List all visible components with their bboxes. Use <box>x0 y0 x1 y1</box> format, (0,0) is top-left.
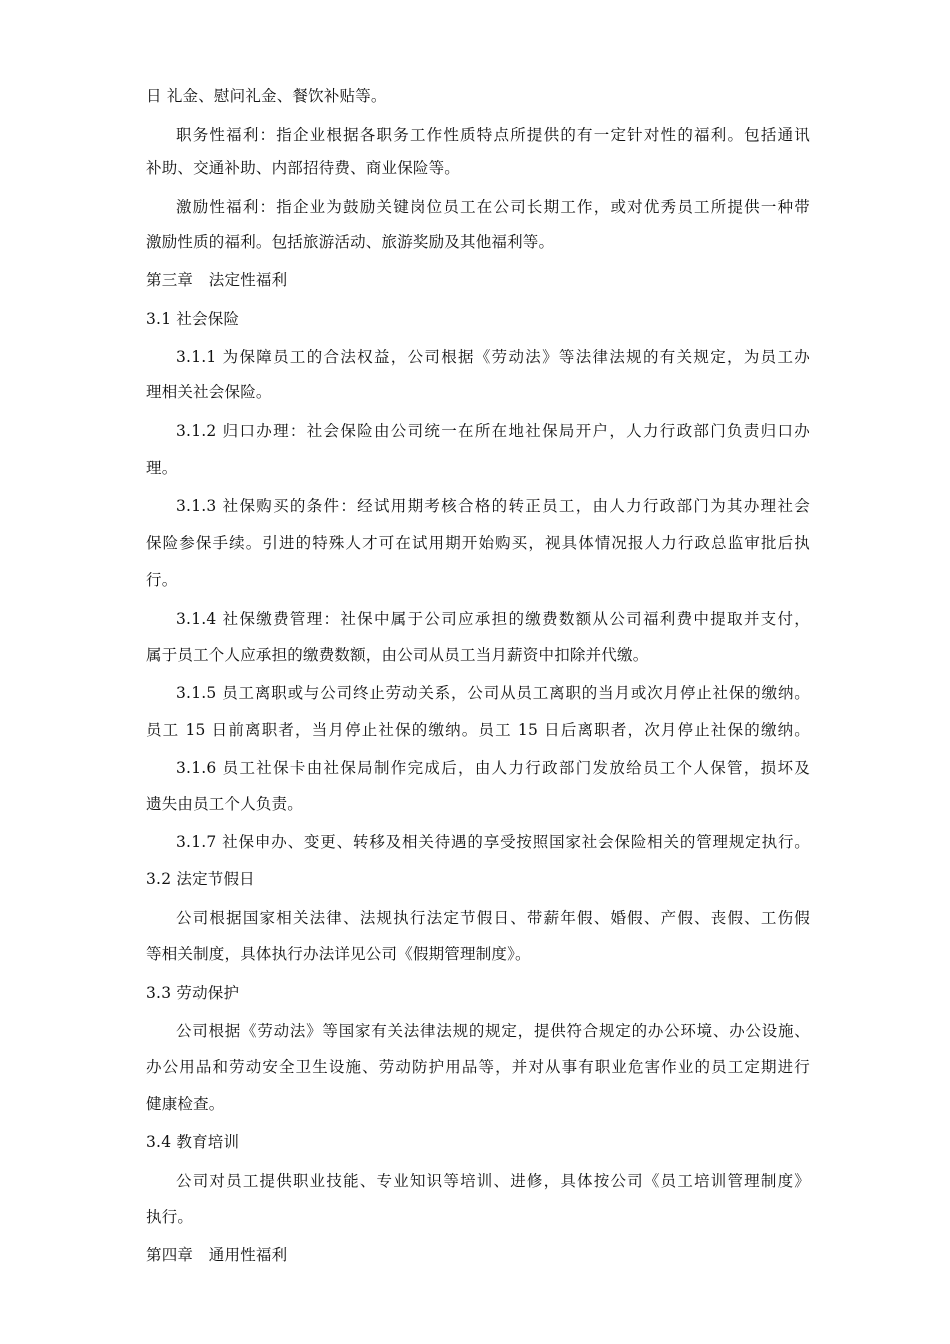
clause-3-1-3: 3.1.3 社保购买的条件：经试用期考核合格的转正员工，由人力行政部门为其办理社会 <box>176 497 810 515</box>
clause-3-1-5: 3.1.5 员工离职或与公司终止劳动关系，公司从员工离职的当月或次月停止社保的缴纳。 <box>176 684 810 702</box>
clause-3-1-6: 3.1.6 员工社保卡由社保局制作完成后，由人力行政部门发放给员工个人保管，损坏及 <box>176 759 810 777</box>
text-line: 理相关社会保险。 <box>146 383 272 401</box>
clause-3-1-1: 3.1.1 为保障员工的合法权益，公司根据《劳动法》等法律法规的有关规定，为员工办 <box>176 348 810 366</box>
text-line: 办公用品和劳动安全卫生设施、劳动防护用品等，并对从事有职业危害作业的员工定期进行 <box>146 1058 810 1076</box>
text-line: 执行。 <box>146 1208 194 1226</box>
text-line: 补助、交通补助、内部招待费、商业保险等。 <box>146 159 461 177</box>
paragraph-incentive-benefits: 激励性福利：指企业为鼓励关键岗位员工在公司长期工作，或对优秀员工所提供一种带 <box>176 198 810 216</box>
section-3-2-heading: 3.2 法定节假日 <box>146 870 255 888</box>
chapter-3-heading: 第三章 法定性福利 <box>146 271 288 289</box>
text-line: 健康检查。 <box>146 1095 225 1113</box>
text-line: 员工 15 日前离职者，当月停止社保的缴纳。员工 15 日后离职者，次月停止社保的缴纳。 <box>146 721 810 739</box>
text-line: 理。 <box>146 459 178 477</box>
section-3-1-heading: 3.1 社会保险 <box>146 310 240 328</box>
paragraph-training: 公司对员工提供职业技能、专业知识等培训、进修，具体按公司《员工培训管理制度》 <box>176 1172 810 1190</box>
chapter-4-heading: 第四章 通用性福利 <box>146 1246 288 1264</box>
text-line: 属于员工个人应承担的缴费数额，由公司从员工当月薪资中扣除并代缴。 <box>146 646 649 664</box>
text-line: 等相关制度，具体执行办法详见公司《假期管理制度》。 <box>146 945 531 963</box>
text-line: 行。 <box>146 571 178 589</box>
section-3-3-heading: 3.3 劳动保护 <box>146 984 240 1002</box>
text-line: 激励性质的福利。包括旅游活动、旅游奖励及其他福利等。 <box>146 233 555 251</box>
text-line: 保险参保手续。引进的特殊人才可在试用期开始购买，视具体情况报人力行政总监审批后执 <box>146 534 810 552</box>
clause-3-1-7: 3.1.7 社保申办、变更、转移及相关待遇的享受按照国家社会保险相关的管理规定执行。 <box>176 833 810 851</box>
clause-3-1-2: 3.1.2 归口办理：社会保险由公司统一在所在地社保局开户，人力行政部门负责归口办 <box>176 422 810 440</box>
text-line: 遗失由员工个人负责。 <box>146 795 304 813</box>
paragraph-labor-protection: 公司根据《劳动法》等国家有关法律法规的规定，提供符合规定的办公环境、办公设施、 <box>176 1022 810 1040</box>
paragraph-statutory-holidays: 公司根据国家相关法律、法规执行法定节假日、带薪年假、婚假、产假、丧假、工伤假 <box>176 909 810 927</box>
paragraph-job-benefits: 职务性福利：指企业根据各职务工作性质特点所提供的有一定针对性的福利。包括通讯 <box>176 126 810 144</box>
clause-3-1-4: 3.1.4 社保缴费管理：社保中属于公司应承担的缴费数额从公司福利费中提取并支付， <box>176 610 810 628</box>
text-line: 日 礼金、慰问礼金、餐饮补贴等。 <box>146 87 387 105</box>
section-3-4-heading: 3.4 教育培训 <box>146 1133 240 1151</box>
